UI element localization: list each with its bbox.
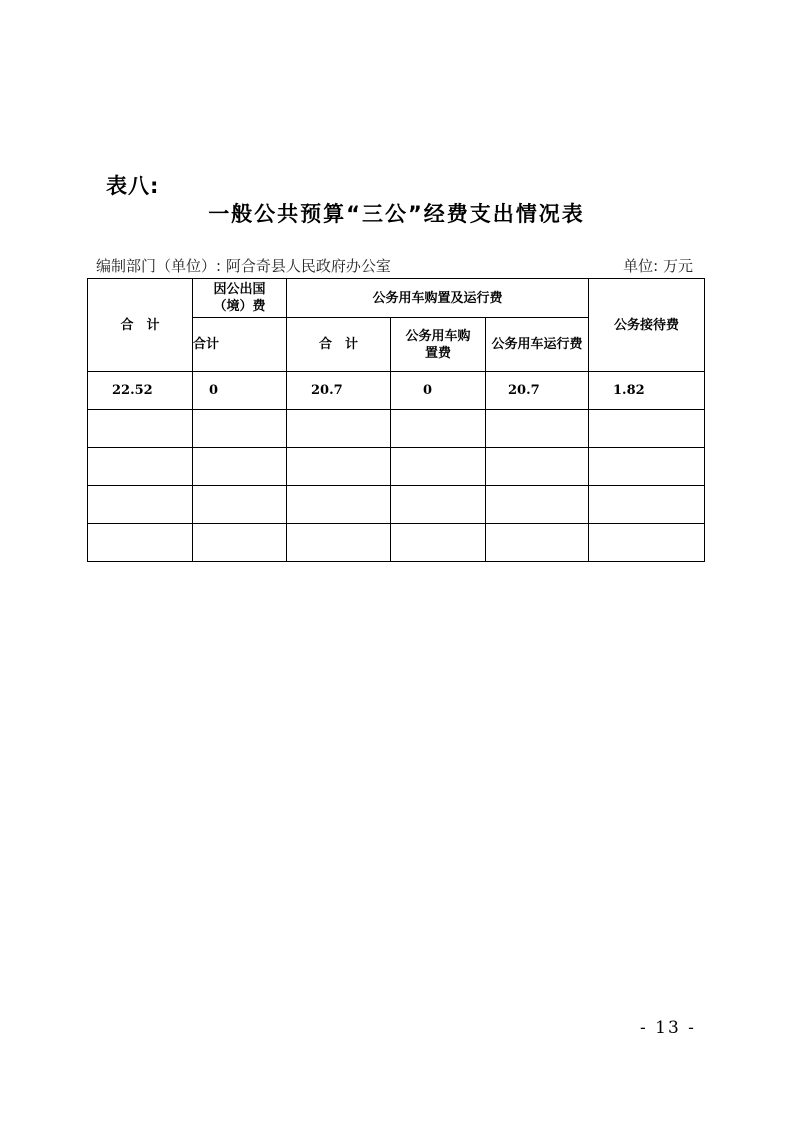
table-cell [589,410,705,448]
table-cell [589,524,705,562]
table-row [88,372,705,410]
table-cell [391,524,486,562]
table-cell [193,524,287,562]
cell-reception: 1.82 [589,372,705,410]
table-cell [287,524,391,562]
page-title: 一般公共预算“三公”经费支出情况表 [208,202,585,226]
table-label: 表八: [106,174,160,198]
cell-vehicle-total: 20.7 [287,372,391,410]
table-row [88,410,705,448]
table-cell [287,486,391,524]
header-overseas: 因公出国（境）费 [193,279,287,318]
header-vehicle-operation: 公务用车运行费 [486,318,589,372]
cell-vehicle-purchase: 0 [391,372,486,410]
table-cell [287,410,391,448]
table-cell [391,410,486,448]
table-cell [88,524,193,562]
table-cell [88,448,193,486]
table-cell [486,410,589,448]
table-cell [287,448,391,486]
header-total: 合 计 [88,279,193,372]
header-vehicle-group: 公务用车购置及运行费 [287,279,589,318]
table-cell [486,524,589,562]
cell-vehicle-operation: 20.7 [486,372,589,410]
table-cell [88,410,193,448]
header-reception: 公务接待费 [589,279,705,372]
budget-table [87,278,705,562]
table-cell [193,410,287,448]
header-vehicle-total: 合 计 [287,318,391,372]
table-cell [589,486,705,524]
compiling-unit: 编制部门（单位）: 阿合奇县人民政府办公室 [96,257,391,275]
cell-overseas: 0 [193,372,287,410]
table-cell [193,448,287,486]
table-cell [193,486,287,524]
table-cell [486,486,589,524]
table-cell [391,448,486,486]
table-row [88,524,705,562]
table-row [88,486,705,524]
header-vehicle-purchase: 公务用车购置费 [391,318,486,372]
unit-label: 单位: 万元 [623,257,693,275]
table-cell [589,448,705,486]
header-overseas-total: 合计 [193,318,287,372]
table-row [88,448,705,486]
table-cell [391,486,486,524]
page-number: - 13 - [640,1018,696,1038]
table-cell [486,448,589,486]
cell-total: 22.52 [88,372,193,410]
meta-row [96,255,693,275]
table-cell [88,486,193,524]
